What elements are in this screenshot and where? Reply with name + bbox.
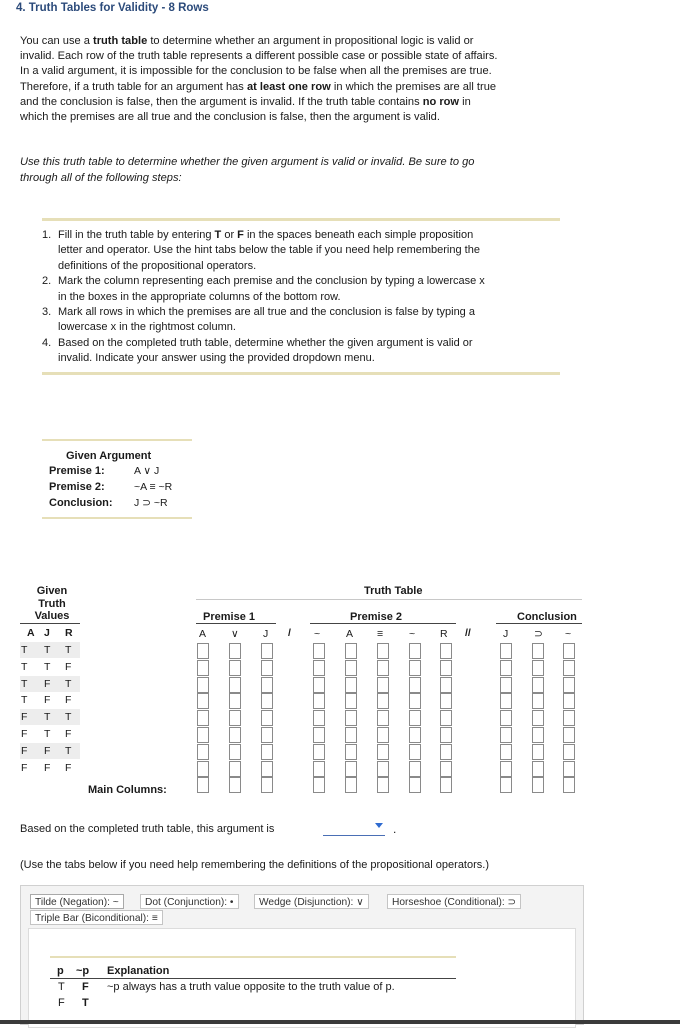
c-sym-horseshoe: ⊃ bbox=[534, 628, 543, 640]
text-segment: Fill in the truth table by entering bbox=[58, 229, 215, 241]
text-segment: or bbox=[221, 229, 238, 241]
bold-text: truth table bbox=[93, 35, 148, 47]
given-value: T bbox=[44, 660, 51, 673]
truth-input-cell[interactable] bbox=[377, 744, 389, 760]
divider bbox=[42, 372, 560, 375]
premise2-value: ~A ≡ ~R bbox=[134, 481, 173, 493]
tab-tilde[interactable]: Tilde (Negation): ~ bbox=[30, 894, 124, 909]
text-segment: to determine whether an argument in propositional logic is valid or bbox=[147, 35, 474, 47]
intro-paragraph bbox=[20, 34, 595, 125]
text-segment: Mark all rows in which the premises are all true and the conclusion is false by typing a bbox=[58, 306, 475, 319]
given-underline bbox=[20, 623, 80, 624]
given-col-a: A bbox=[27, 627, 35, 639]
premise1-underline bbox=[196, 623, 276, 624]
conclusion-heading: Conclusion bbox=[517, 611, 577, 623]
main-column-input[interactable] bbox=[261, 777, 273, 793]
given-value: T bbox=[65, 644, 72, 656]
given-value: F bbox=[65, 761, 72, 774]
text-line bbox=[58, 243, 562, 258]
text-segment: in which the premises are all true bbox=[330, 80, 497, 93]
text-line bbox=[58, 228, 562, 243]
truth-input-cell[interactable] bbox=[440, 643, 452, 659]
instructions-line: Use this truth table to determine whether the given argument is valid or invalid. Be sure to go bbox=[20, 156, 475, 168]
truth-input-cell[interactable] bbox=[500, 693, 512, 709]
conclusion-value: J ⊃ ~R bbox=[134, 497, 168, 509]
main-column-input[interactable] bbox=[500, 777, 512, 793]
truth-input-cell[interactable] bbox=[532, 727, 544, 743]
main-column-input[interactable] bbox=[440, 777, 452, 793]
bold-text: T bbox=[214, 229, 222, 241]
truth-input-cell[interactable] bbox=[440, 660, 452, 676]
conclusion-underline bbox=[496, 623, 582, 624]
p2-sym-a: A bbox=[346, 628, 354, 640]
main-column-input[interactable] bbox=[313, 777, 325, 793]
given-value: T bbox=[65, 711, 72, 724]
truth-input-cell[interactable] bbox=[345, 660, 357, 676]
truth-input-cell[interactable] bbox=[197, 643, 209, 659]
truth-input-cell[interactable] bbox=[197, 660, 209, 676]
p2-sym-bicond: ≡ bbox=[377, 628, 384, 640]
truth-input-cell[interactable] bbox=[377, 761, 389, 777]
truth-input-cell[interactable] bbox=[532, 761, 544, 777]
truth-input-cell[interactable] bbox=[229, 710, 241, 726]
premise2-heading: Premise 2 bbox=[350, 611, 402, 623]
truth-input-cell[interactable] bbox=[197, 693, 209, 709]
text-line bbox=[58, 336, 562, 351]
truth-input-cell[interactable] bbox=[377, 660, 389, 676]
truth-input-cell[interactable] bbox=[345, 677, 357, 693]
given-value: F bbox=[21, 711, 28, 724]
bottom-bar bbox=[0, 1020, 680, 1024]
truth-input-cell[interactable] bbox=[261, 761, 273, 777]
tilde-row1-p: T bbox=[58, 981, 65, 993]
main-column-input[interactable] bbox=[197, 777, 209, 793]
given-value: T bbox=[65, 744, 72, 757]
p1-sym-j: J bbox=[263, 628, 269, 640]
validity-dropdown[interactable] bbox=[323, 821, 385, 836]
step-number: 4. bbox=[42, 336, 52, 349]
text-segment: in the boxes in the appropriate columns of the bottom row. bbox=[58, 290, 341, 303]
text-segment: invalid. Each row of the truth table represents a different possible case or possible state of affairs. bbox=[20, 50, 498, 63]
given-value: T bbox=[44, 711, 51, 724]
truth-input-cell[interactable] bbox=[313, 643, 325, 659]
truth-input-cell[interactable] bbox=[313, 693, 325, 709]
given-value: F bbox=[65, 728, 72, 740]
page-title: 4. Truth Tables for Validity - 8 Rows bbox=[16, 2, 209, 14]
truth-input-cell[interactable] bbox=[500, 710, 512, 726]
tab-horseshoe[interactable]: Horseshoe (Conditional): ⊃ bbox=[387, 894, 521, 909]
p2-sym-r: R bbox=[440, 628, 448, 640]
truth-input-cell[interactable] bbox=[377, 693, 389, 709]
text-segment: Therefore, if a truth table for an argument has bbox=[20, 80, 247, 93]
given-value: F bbox=[65, 660, 72, 673]
tab-triple-bar[interactable]: Triple Bar (Biconditional): ≡ bbox=[30, 910, 163, 925]
bold-text: F bbox=[237, 229, 244, 241]
given-value: F bbox=[44, 694, 51, 707]
text-line bbox=[20, 95, 595, 110]
truth-input-cell[interactable] bbox=[440, 693, 452, 709]
truth-input-cell[interactable] bbox=[500, 727, 512, 743]
step-item bbox=[42, 274, 562, 305]
heading-line: Truth bbox=[38, 597, 66, 610]
truth-input-cell[interactable] bbox=[313, 710, 325, 726]
truth-input-cell[interactable] bbox=[563, 727, 575, 743]
text-line bbox=[58, 274, 562, 289]
truth-input-cell[interactable] bbox=[261, 660, 273, 676]
truth-input-cell[interactable] bbox=[440, 744, 452, 760]
bold-text: no row bbox=[422, 95, 460, 108]
divider bbox=[42, 439, 192, 441]
tilde-row2-not-p: T bbox=[82, 997, 89, 1009]
truth-input-cell[interactable] bbox=[532, 710, 544, 726]
step-number: 2. bbox=[42, 275, 52, 288]
c-sym-tilde: ~ bbox=[565, 628, 572, 640]
truth-input-cell[interactable] bbox=[197, 744, 209, 760]
bold-text: at least one row bbox=[246, 80, 331, 93]
truth-input-cell[interactable] bbox=[563, 660, 575, 676]
truth-input-cell[interactable] bbox=[313, 677, 325, 693]
main-column-input[interactable] bbox=[409, 777, 421, 793]
truth-input-cell[interactable] bbox=[440, 710, 452, 726]
truth-input-cell[interactable] bbox=[409, 693, 421, 709]
given-value: F bbox=[44, 677, 51, 690]
conclusion-label: Conclusion: bbox=[49, 497, 113, 509]
given-value: F bbox=[21, 744, 28, 757]
tab-wedge[interactable]: Wedge (Disjunction): ∨ bbox=[254, 894, 369, 909]
truth-input-cell[interactable] bbox=[229, 693, 241, 709]
main-columns-label: Main Columns: bbox=[88, 784, 167, 796]
truth-input-cell[interactable] bbox=[261, 727, 273, 743]
p1-sym-or: ∨ bbox=[231, 628, 239, 640]
truth-input-cell[interactable] bbox=[440, 727, 452, 743]
divider bbox=[50, 956, 456, 958]
truth-input-cell[interactable] bbox=[409, 761, 421, 777]
tilde-col-explanation: Explanation bbox=[107, 965, 170, 977]
steps-list bbox=[42, 228, 562, 367]
given-value: T bbox=[21, 694, 28, 707]
premise1-label: Premise 1: bbox=[49, 465, 105, 477]
step-number: 3. bbox=[42, 306, 52, 319]
truth-input-cell[interactable] bbox=[532, 693, 544, 709]
main-column-input[interactable] bbox=[345, 777, 357, 793]
truth-input-cell[interactable] bbox=[261, 744, 273, 760]
truth-input-cell[interactable] bbox=[197, 710, 209, 726]
truth-table-rule bbox=[196, 599, 582, 600]
truth-input-cell[interactable] bbox=[229, 761, 241, 777]
truth-input-cell[interactable] bbox=[345, 693, 357, 709]
truth-input-cell[interactable] bbox=[409, 677, 421, 693]
truth-input-cell[interactable] bbox=[500, 643, 512, 659]
truth-input-cell[interactable] bbox=[229, 643, 241, 659]
text-segment: definitions of the propositional operators. bbox=[58, 259, 257, 272]
truth-input-cell[interactable] bbox=[345, 761, 357, 777]
given-value: T bbox=[21, 660, 28, 673]
text-segment: letter and operator. Use the hint tabs below the table if you need help remembering the bbox=[58, 244, 480, 257]
premise1-value: A ∨ J bbox=[134, 465, 160, 477]
separator-double-slash: // bbox=[465, 627, 471, 639]
text-line bbox=[58, 259, 562, 274]
heading-line: Given bbox=[36, 585, 68, 597]
tilde-explanation: ~p always has a truth value opposite to the truth value of p. bbox=[107, 981, 395, 993]
tilde-row2-p: F bbox=[58, 997, 65, 1009]
given-argument-heading: Given Argument bbox=[66, 450, 152, 462]
given-value: T bbox=[21, 644, 28, 656]
tilde-row1-not-p: F bbox=[82, 981, 89, 993]
text-line bbox=[20, 110, 595, 125]
tilde-col-not-p: ~p bbox=[76, 965, 90, 977]
divider bbox=[42, 517, 192, 519]
premise2-underline bbox=[310, 623, 456, 624]
truth-input-cell[interactable] bbox=[377, 677, 389, 693]
answer-period: . bbox=[393, 822, 397, 836]
given-truth-values-heading bbox=[30, 585, 74, 623]
truth-input-cell[interactable] bbox=[345, 643, 357, 659]
truth-input-cell[interactable] bbox=[532, 660, 544, 676]
truth-input-cell[interactable] bbox=[409, 727, 421, 743]
truth-input-cell[interactable] bbox=[261, 677, 273, 693]
given-col-j: J bbox=[44, 627, 50, 639]
text-segment: lowercase x in the rightmost column. bbox=[58, 321, 236, 334]
truth-input-cell[interactable] bbox=[229, 660, 241, 676]
truth-input-cell[interactable] bbox=[345, 744, 357, 760]
given-value: F bbox=[21, 728, 28, 740]
text-line bbox=[20, 49, 595, 64]
truth-input-cell[interactable] bbox=[563, 677, 575, 693]
truth-input-cell[interactable] bbox=[313, 761, 325, 777]
text-segment: You can use a bbox=[20, 35, 93, 47]
text-line bbox=[58, 320, 562, 335]
truth-input-cell[interactable] bbox=[197, 677, 209, 693]
step-item bbox=[42, 336, 562, 367]
given-value: T bbox=[44, 728, 51, 740]
truth-input-cell[interactable] bbox=[440, 761, 452, 777]
step-item bbox=[42, 305, 562, 336]
truth-input-cell[interactable] bbox=[345, 710, 357, 726]
step-number: 1. bbox=[42, 229, 52, 241]
truth-input-cell[interactable] bbox=[532, 744, 544, 760]
text-line bbox=[20, 34, 595, 49]
text-line bbox=[20, 80, 595, 95]
text-segment: in the spaces beneath each simple proposition bbox=[243, 229, 474, 241]
given-value: T bbox=[44, 644, 51, 656]
truth-input-cell[interactable] bbox=[563, 744, 575, 760]
main-column-input[interactable] bbox=[229, 777, 241, 793]
truth-input-cell[interactable] bbox=[197, 727, 209, 743]
truth-input-cell[interactable] bbox=[532, 677, 544, 693]
truth-input-cell[interactable] bbox=[229, 727, 241, 743]
c-sym-j: J bbox=[503, 628, 509, 640]
truth-input-cell[interactable] bbox=[409, 643, 421, 659]
truth-input-cell[interactable] bbox=[229, 677, 241, 693]
p1-sym-a: A bbox=[199, 628, 207, 640]
truth-input-cell[interactable] bbox=[261, 710, 273, 726]
tilde-header-rule bbox=[50, 978, 456, 979]
truth-input-cell[interactable] bbox=[500, 677, 512, 693]
tilde-col-p: p bbox=[57, 965, 64, 977]
hint-note: (Use the tabs below if you need help remembering the definitions of the propositional operators.) bbox=[20, 859, 489, 871]
heading-line: Values bbox=[34, 610, 70, 622]
premise1-heading: Premise 1 bbox=[203, 611, 255, 623]
truth-table-heading: Truth Table bbox=[364, 585, 423, 597]
truth-input-cell[interactable] bbox=[229, 744, 241, 760]
given-value: F bbox=[44, 761, 51, 774]
text-segment: Based on the completed truth table, determine whether the given argument is valid or bbox=[58, 336, 473, 349]
truth-input-cell[interactable] bbox=[313, 744, 325, 760]
truth-input-cell[interactable] bbox=[313, 727, 325, 743]
divider bbox=[42, 218, 560, 221]
truth-input-cell[interactable] bbox=[313, 660, 325, 676]
truth-input-cell[interactable] bbox=[563, 693, 575, 709]
truth-input-cell[interactable] bbox=[409, 710, 421, 726]
given-value: F bbox=[65, 694, 72, 707]
truth-input-cell[interactable] bbox=[440, 677, 452, 693]
given-value: F bbox=[21, 761, 28, 774]
truth-input-cell[interactable] bbox=[377, 727, 389, 743]
text-segment: which the premises are all true and the conclusion is false, then the argument is valid. bbox=[20, 111, 440, 124]
p2-sym-tilde2: ~ bbox=[409, 628, 416, 640]
truth-input-cell[interactable] bbox=[377, 710, 389, 726]
text-segment: in bbox=[459, 95, 471, 108]
premise2-label: Premise 2: bbox=[49, 481, 105, 493]
separator-slash: / bbox=[288, 627, 291, 639]
text-segment: In a valid argument, it is impossible for the conclusion to be false when all the premises are true. bbox=[20, 65, 492, 78]
truth-input-cell[interactable] bbox=[409, 744, 421, 760]
truth-input-cell[interactable] bbox=[261, 643, 273, 659]
truth-input-cell[interactable] bbox=[409, 660, 421, 676]
instructions-line: through all of the following steps: bbox=[20, 171, 182, 184]
truth-input-cell[interactable] bbox=[197, 761, 209, 777]
truth-input-cell[interactable] bbox=[261, 693, 273, 709]
truth-input-cell[interactable] bbox=[500, 744, 512, 760]
truth-input-cell[interactable] bbox=[563, 643, 575, 659]
answer-sentence: Based on the completed truth table, this argument is bbox=[20, 823, 275, 835]
truth-input-cell[interactable] bbox=[345, 727, 357, 743]
text-line bbox=[20, 64, 595, 79]
given-col-r: R bbox=[65, 627, 73, 639]
truth-input-cell[interactable] bbox=[563, 761, 575, 777]
tab-dot[interactable]: Dot (Conjunction): • bbox=[140, 894, 239, 909]
text-segment: Mark the column representing each premise and the conclusion by typing a lowercase x bbox=[58, 275, 485, 288]
truth-input-cell[interactable] bbox=[500, 761, 512, 777]
main-column-input[interactable] bbox=[563, 777, 575, 793]
text-segment: and the conclusion is false, then the argument is invalid. If the truth table contains bbox=[20, 95, 423, 108]
text-line bbox=[58, 351, 562, 366]
step-item bbox=[42, 228, 562, 274]
truth-input-cell[interactable] bbox=[532, 643, 544, 659]
chevron-down-icon bbox=[375, 823, 383, 828]
truth-input-cell[interactable] bbox=[500, 660, 512, 676]
text-segment: invalid. Indicate your answer using the provided dropdown menu. bbox=[58, 352, 375, 365]
given-value: F bbox=[44, 744, 51, 757]
truth-input-cell[interactable] bbox=[563, 710, 575, 726]
text-line bbox=[58, 305, 562, 320]
given-value: T bbox=[65, 677, 72, 690]
given-value: T bbox=[21, 677, 28, 690]
p2-sym-tilde1: ~ bbox=[314, 628, 321, 640]
main-column-input[interactable] bbox=[377, 777, 389, 793]
instructions-text bbox=[20, 155, 580, 186]
text-line bbox=[58, 290, 562, 305]
main-column-input[interactable] bbox=[532, 777, 544, 793]
truth-input-cell[interactable] bbox=[377, 643, 389, 659]
